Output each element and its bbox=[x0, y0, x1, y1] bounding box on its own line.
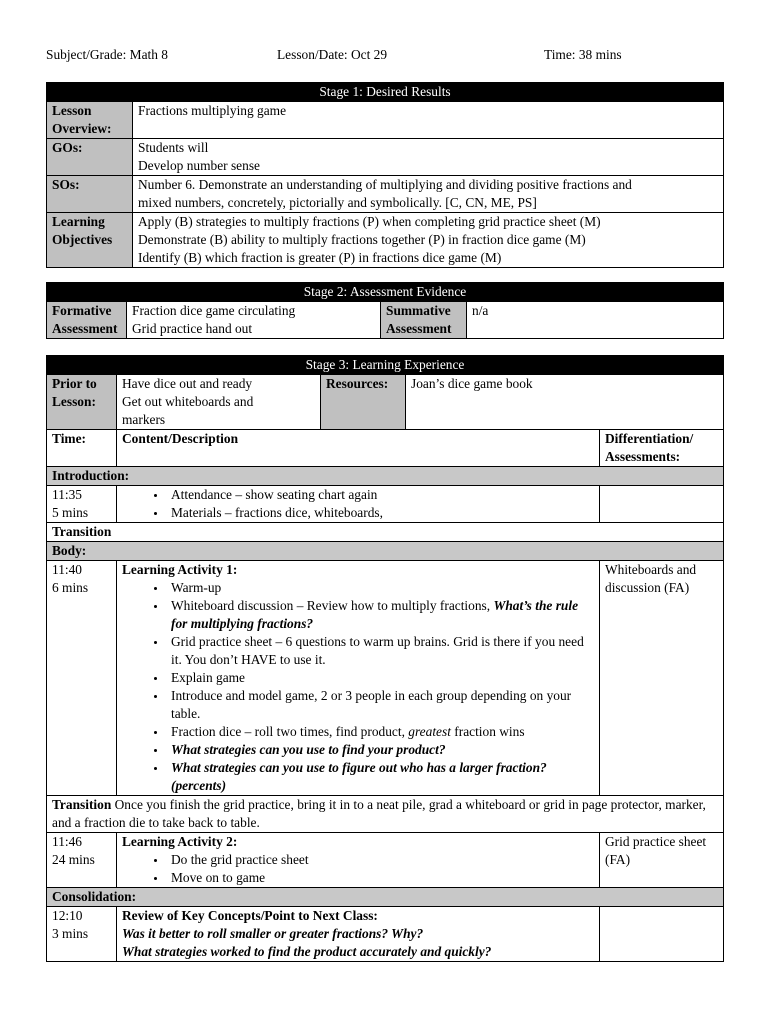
summative-value: n/a bbox=[467, 302, 724, 339]
list-item: • Introduce and model game, 2 or 3 people in each group depending on your table. bbox=[167, 687, 594, 723]
list-item: • What strategies can you use to figure out who has a larger fraction? (percents) bbox=[167, 759, 594, 795]
list-item: • Attendance – show seating chart again bbox=[167, 486, 594, 504]
col-diff-header: Differentiation/ Assessments: bbox=[600, 430, 724, 467]
stage2-table bbox=[46, 282, 724, 339]
la1-content bbox=[117, 561, 600, 796]
gos-value: Students will Develop number sense bbox=[133, 139, 724, 176]
lesson-date: Lesson/Date: Oct 29 bbox=[277, 47, 388, 62]
list-item: • Move on to game bbox=[167, 869, 594, 887]
list-item: • Whiteboard discussion – Review how to multiply fractions, What’s the rule for multiplying fractions? bbox=[167, 597, 594, 633]
intro-content bbox=[117, 486, 600, 523]
list-item: • Grid practice sheet – 6 questions to warm up brains. Grid is there if you need it. You don’t HAVE to use it. bbox=[167, 633, 594, 669]
subject-grade: Subject/Grade: Math 8 bbox=[46, 47, 168, 62]
intro-diff bbox=[600, 486, 724, 523]
formative-value: Fraction dice game circulating Grid practice hand out bbox=[127, 302, 381, 339]
la2-title: Learning Activity 2: bbox=[122, 834, 238, 849]
col-time-header: Time: bbox=[47, 430, 117, 467]
resources-value: Joan’s dice game book bbox=[406, 375, 724, 430]
sos-label: SOs: bbox=[47, 176, 133, 213]
consol-time: 12:10 3 mins bbox=[47, 907, 117, 962]
consol-diff bbox=[600, 907, 724, 962]
la1-time: 11:40 6 mins bbox=[47, 561, 117, 796]
resources-label: Resources: bbox=[321, 375, 406, 430]
col-content-header: Content/Description bbox=[117, 430, 600, 467]
la2-diff: Grid practice sheet (FA) bbox=[600, 833, 724, 888]
lesson-time: Time: 38 mins bbox=[544, 47, 622, 62]
summative-label: Summative Assessment bbox=[381, 302, 467, 339]
list-item: • Explain game bbox=[167, 669, 594, 687]
list-item: • Fraction dice – roll two times, find product, greatest fraction wins bbox=[167, 723, 594, 741]
transition-row: Transition bbox=[47, 523, 724, 542]
list-item: • Warm-up bbox=[167, 579, 594, 597]
overview-value: Fractions multiplying game bbox=[133, 102, 724, 139]
formative-label: Formative Assessment bbox=[47, 302, 127, 339]
la1-diff: Whiteboards and discussion (FA) bbox=[600, 561, 724, 796]
list-item: • Do the grid practice sheet bbox=[167, 851, 594, 869]
prior-value: Have dice out and ready Get out whiteboards and markers bbox=[117, 375, 321, 430]
sos-value: Number 6. Demonstrate an understanding of multiplying and dividing positive fractions and mixed numbers, concretely, pictorially and symbolically. [C, CN, ME, PS] bbox=[133, 176, 724, 213]
consol-content: Review of Key Concepts/Point to Next Class: Was it better to roll smaller or greater fractions? Why? What strategies worked to find the product accurately and quickly? bbox=[117, 907, 600, 962]
body-section-label: Body: bbox=[47, 542, 724, 561]
intro-section-label: Introduction: bbox=[47, 467, 724, 486]
prior-label: Prior to Lesson: bbox=[47, 375, 117, 430]
objectives-label: Learning Objectives bbox=[47, 213, 133, 268]
stage1-title: Stage 1: Desired Results bbox=[47, 83, 724, 102]
intro-time: 11:35 5 mins bbox=[47, 486, 117, 523]
list-item: • What strategies can you use to find your product? bbox=[167, 741, 594, 759]
gos-label: GOs: bbox=[47, 139, 133, 176]
la2-content bbox=[117, 833, 600, 888]
stage1-table bbox=[46, 82, 724, 268]
stage3-table bbox=[46, 355, 724, 962]
list-item: • Materials – fractions dice, whiteboards, bbox=[167, 504, 594, 522]
objectives-value: Apply (B) strategies to multiply fractions (P) when completing grid practice sheet (M) Demonstrate (B) ability to multiply fractions together (P) in fraction dice game (M) Identify (B) which fraction is greater (P) in fractions dice game (M) bbox=[133, 213, 724, 268]
la1-title: Learning Activity 1: bbox=[122, 562, 238, 577]
la2-time: 11:46 24 mins bbox=[47, 833, 117, 888]
stage2-title: Stage 2: Assessment Evidence bbox=[47, 283, 724, 302]
header-row bbox=[46, 46, 726, 64]
overview-label: Lesson Overview: bbox=[47, 102, 133, 139]
transition2-row: Transition Once you finish the grid practice, bring it in to a neat pile, grad a whiteboard or grid in page protector, marker, and a fraction die to take back to table. bbox=[47, 796, 724, 833]
consolidation-section-label: Consolidation: bbox=[47, 888, 724, 907]
stage3-title: Stage 3: Learning Experience bbox=[47, 356, 724, 375]
